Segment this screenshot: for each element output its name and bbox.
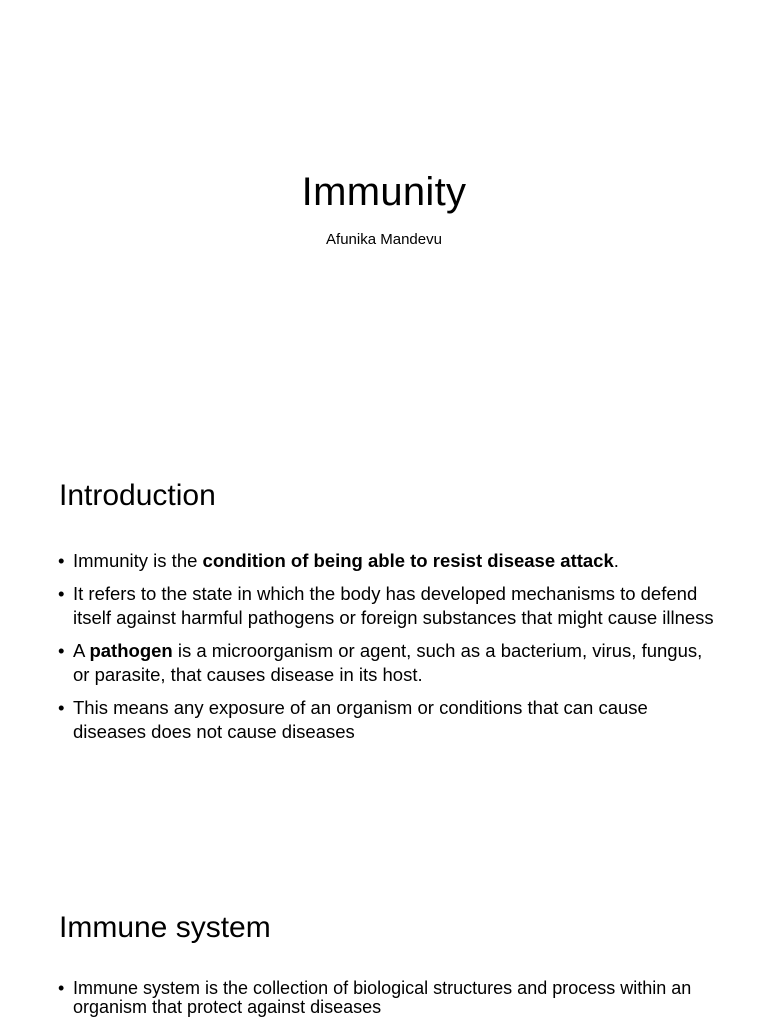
bullet-list [58, 549, 718, 753]
bullet-text: This means any exposure of an organism or conditions that can cause diseases does not cause diseases [73, 697, 648, 742]
bullet-emphasis: pathogen [89, 640, 173, 661]
title-slide [0, 0, 768, 432]
bullet-icon: • [58, 583, 65, 604]
bullet-icon: • [58, 978, 65, 998]
bullet-icon: • [58, 550, 65, 571]
slide-heading: Immune system [59, 911, 271, 944]
bullet-text: Immune system is the collection of biological structures and process within an organism that protect against diseases [73, 978, 692, 1017]
bullet-list [58, 979, 718, 1026]
bullet-icon: • [58, 697, 65, 718]
bullet-text: It refers to the state in which the body has developed mechanisms to defend itself against harmful pathogens or foreign substances that might cause illness [73, 583, 714, 628]
introduction-slide [0, 432, 768, 864]
slide-title: Immunity [301, 170, 467, 214]
bullet-item [58, 639, 718, 687]
bullet-text-end: . [613, 550, 619, 571]
bullet-item [58, 979, 718, 1017]
bullet-icon: • [58, 640, 65, 661]
bullet-text-end: is a microorganism or agent, such as a bacterium, virus, fungus, or parasite, that causes disease in its host. [73, 640, 703, 685]
slide-author: Afunika Mandevu [326, 231, 442, 248]
bullet-text: A [73, 640, 90, 661]
bullet-item [58, 696, 718, 744]
bullet-text: Immunity is the [73, 550, 203, 571]
bullet-emphasis: condition of being able to resist disease attack [202, 550, 614, 571]
slide-heading: Introduction [59, 479, 216, 512]
bullet-item [58, 582, 718, 630]
immune-system-slide [0, 864, 768, 1024]
bullet-item [58, 549, 718, 573]
